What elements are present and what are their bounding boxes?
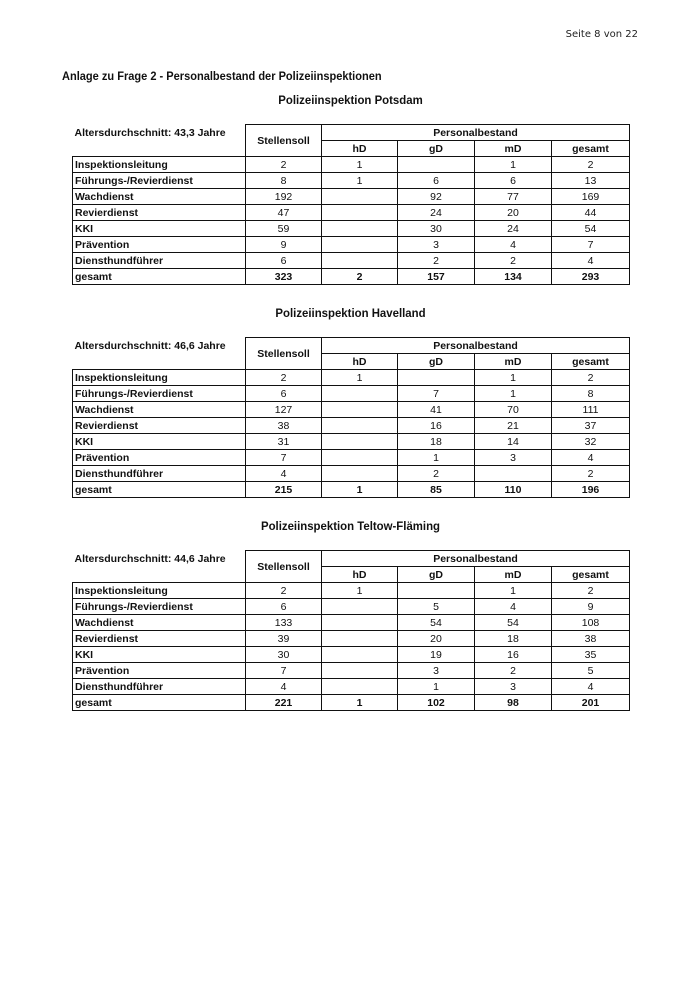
row-label: Diensthundführer — [73, 679, 246, 695]
header-gd: gD — [398, 354, 475, 370]
cell-hd — [322, 434, 398, 450]
cell-gesamt: 108 — [552, 615, 630, 631]
header-md: mD — [475, 354, 552, 370]
row-label: gesamt — [73, 695, 246, 711]
cell-gd — [398, 370, 475, 386]
cell-gesamt: 7 — [552, 237, 630, 253]
cell-gd: 3 — [398, 663, 475, 679]
cell-gesamt: 201 — [552, 695, 630, 711]
cell-gesamt: 2 — [552, 157, 630, 173]
cell-hd — [322, 402, 398, 418]
table-row — [73, 615, 630, 631]
cell-md: 70 — [475, 402, 552, 418]
row-label: Inspektionsleitung — [73, 157, 246, 173]
cell-hd — [322, 205, 398, 221]
cell-gd: 20 — [398, 631, 475, 647]
cell-gd: 19 — [398, 647, 475, 663]
cell-hd — [322, 599, 398, 615]
cell-gd — [398, 157, 475, 173]
header-stellensoll: Stellensoll — [246, 338, 322, 370]
cell-soll: 192 — [246, 189, 322, 205]
cell-md: 1 — [475, 583, 552, 599]
cell-soll: 7 — [246, 663, 322, 679]
cell-gesamt: 4 — [552, 253, 630, 269]
cell-gd: 3 — [398, 237, 475, 253]
cell-gd: 85 — [398, 482, 475, 498]
cell-gesamt: 37 — [552, 418, 630, 434]
table-row — [73, 402, 630, 418]
cell-md: 54 — [475, 615, 552, 631]
cell-hd — [322, 679, 398, 695]
cell-gesamt: 196 — [552, 482, 630, 498]
header-hd: hD — [322, 141, 398, 157]
average-age: Altersdurchschnitt: 46,6 Jahre — [74, 339, 226, 352]
header-hd: hD — [322, 354, 398, 370]
cell-gesamt: 4 — [552, 679, 630, 695]
cell-gd: 5 — [398, 599, 475, 615]
cell-soll: 8 — [246, 173, 322, 189]
cell-soll: 38 — [246, 418, 322, 434]
cell-md: 21 — [475, 418, 552, 434]
header-personalbestand: Personalbestand — [322, 125, 630, 141]
table-row — [73, 631, 630, 647]
cell-hd: 2 — [322, 269, 398, 285]
row-label: gesamt — [73, 269, 246, 285]
cell-md: 2 — [475, 663, 552, 679]
cell-soll: 6 — [246, 599, 322, 615]
row-label: Wachdienst — [73, 189, 246, 205]
header-stellensoll: Stellensoll — [246, 551, 322, 583]
header-gd: gD — [398, 567, 475, 583]
cell-gesamt: 38 — [552, 631, 630, 647]
section-title: Polizeiinspektion Potsdam — [278, 93, 423, 107]
cell-md: 24 — [475, 221, 552, 237]
row-label: Diensthundführer — [73, 253, 246, 269]
cell-gd: 6 — [398, 173, 475, 189]
table-row — [73, 157, 630, 173]
cell-gesamt: 54 — [552, 221, 630, 237]
cell-hd: 1 — [322, 370, 398, 386]
cell-gesamt: 111 — [552, 402, 630, 418]
header-gesamt: gesamt — [552, 567, 630, 583]
cell-gd: 1 — [398, 679, 475, 695]
header-stellensoll: Stellensoll — [246, 125, 322, 157]
row-label: Revierdienst — [73, 631, 246, 647]
cell-soll: 133 — [246, 615, 322, 631]
row-label: KKI — [73, 221, 246, 237]
cell-md: 4 — [475, 237, 552, 253]
table-row — [73, 466, 630, 482]
header-personalbestand: Personalbestand — [322, 551, 630, 567]
cell-md: 2 — [475, 253, 552, 269]
cell-gesamt: 35 — [552, 647, 630, 663]
table-row — [73, 205, 630, 221]
cell-md: 110 — [475, 482, 552, 498]
table-row — [73, 450, 630, 466]
cell-soll: 30 — [246, 647, 322, 663]
cell-gesamt: 9 — [552, 599, 630, 615]
header-md: mD — [475, 567, 552, 583]
cell-soll: 127 — [246, 402, 322, 418]
cell-hd — [322, 647, 398, 663]
cell-md: 14 — [475, 434, 552, 450]
personnel-table — [72, 550, 630, 711]
cell-soll: 39 — [246, 631, 322, 647]
table-row — [73, 370, 630, 386]
cell-soll: 6 — [246, 386, 322, 402]
average-age: Altersdurchschnitt: 43,3 Jahre — [74, 126, 226, 139]
cell-gesamt: 2 — [552, 370, 630, 386]
cell-gd: 30 — [398, 221, 475, 237]
cell-md: 20 — [475, 205, 552, 221]
cell-gd: 102 — [398, 695, 475, 711]
cell-hd: 1 — [322, 482, 398, 498]
cell-md: 4 — [475, 599, 552, 615]
cell-soll: 215 — [246, 482, 322, 498]
row-label: Führungs-/Revierdienst — [73, 173, 246, 189]
cell-soll: 7 — [246, 450, 322, 466]
cell-gesamt: 4 — [552, 450, 630, 466]
cell-hd — [322, 663, 398, 679]
cell-soll: 323 — [246, 269, 322, 285]
row-label: KKI — [73, 647, 246, 663]
cell-md: 16 — [475, 647, 552, 663]
cell-gd: 41 — [398, 402, 475, 418]
average-age: Altersdurchschnitt: 44,6 Jahre — [74, 552, 226, 565]
table-row — [73, 418, 630, 434]
cell-gd: 24 — [398, 205, 475, 221]
cell-gesamt: 44 — [552, 205, 630, 221]
header-gesamt: gesamt — [552, 354, 630, 370]
table-row — [73, 189, 630, 205]
row-label: KKI — [73, 434, 246, 450]
row-label: Inspektionsleitung — [73, 370, 246, 386]
table-row — [73, 237, 630, 253]
cell-soll: 2 — [246, 157, 322, 173]
table-row — [73, 583, 630, 599]
cell-gesamt: 13 — [552, 173, 630, 189]
cell-hd: 1 — [322, 695, 398, 711]
cell-hd — [322, 189, 398, 205]
cell-hd — [322, 221, 398, 237]
cell-gesamt: 8 — [552, 386, 630, 402]
cell-md: 1 — [475, 370, 552, 386]
cell-gd: 2 — [398, 253, 475, 269]
table-row — [73, 386, 630, 402]
table-row — [73, 434, 630, 450]
cell-md — [475, 466, 552, 482]
cell-md: 134 — [475, 269, 552, 285]
cell-md: 1 — [475, 157, 552, 173]
cell-gd: 18 — [398, 434, 475, 450]
personnel-table — [72, 124, 630, 285]
cell-gd: 54 — [398, 615, 475, 631]
header-md: mD — [475, 141, 552, 157]
table-row — [73, 663, 630, 679]
row-label: Revierdienst — [73, 418, 246, 434]
cell-soll: 59 — [246, 221, 322, 237]
cell-hd: 1 — [322, 173, 398, 189]
cell-hd — [322, 450, 398, 466]
cell-gesamt: 5 — [552, 663, 630, 679]
cell-gesamt: 32 — [552, 434, 630, 450]
cell-soll: 2 — [246, 583, 322, 599]
cell-hd — [322, 631, 398, 647]
row-label: Diensthundführer — [73, 466, 246, 482]
cell-soll: 47 — [246, 205, 322, 221]
cell-hd — [322, 418, 398, 434]
row-label: Prävention — [73, 663, 246, 679]
section-title: Polizeiinspektion Teltow-Fläming — [260, 519, 441, 533]
cell-gd — [398, 583, 475, 599]
cell-md: 3 — [475, 450, 552, 466]
row-label: gesamt — [73, 482, 246, 498]
cell-soll: 2 — [246, 370, 322, 386]
table-row — [73, 253, 630, 269]
cell-gd: 92 — [398, 189, 475, 205]
header-gesamt: gesamt — [552, 141, 630, 157]
total-row — [73, 269, 630, 285]
cell-hd — [322, 615, 398, 631]
cell-md: 3 — [475, 679, 552, 695]
header-gd: gD — [398, 141, 475, 157]
cell-md: 1 — [475, 386, 552, 402]
row-label: Inspektionsleitung — [73, 583, 246, 599]
cell-hd: 1 — [322, 157, 398, 173]
cell-gd: 1 — [398, 450, 475, 466]
cell-md: 6 — [475, 173, 552, 189]
document-heading: Anlage zu Frage 2 - Personalbestand der Polizeiinspektionen — [62, 69, 382, 83]
cell-gesamt: 2 — [552, 583, 630, 599]
cell-md: 77 — [475, 189, 552, 205]
table-row — [73, 647, 630, 663]
row-label: Wachdienst — [73, 615, 246, 631]
cell-soll: 31 — [246, 434, 322, 450]
personnel-table — [72, 337, 630, 498]
cell-hd — [322, 237, 398, 253]
cell-gd: 7 — [398, 386, 475, 402]
row-label: Führungs-/Revierdienst — [73, 599, 246, 615]
cell-gd: 2 — [398, 466, 475, 482]
row-label: Prävention — [73, 450, 246, 466]
cell-md: 98 — [475, 695, 552, 711]
cell-soll: 221 — [246, 695, 322, 711]
cell-gesamt: 169 — [552, 189, 630, 205]
row-label: Revierdienst — [73, 205, 246, 221]
cell-soll: 6 — [246, 253, 322, 269]
total-row — [73, 695, 630, 711]
cell-gd: 16 — [398, 418, 475, 434]
page-number: Seite 8 von 22 — [565, 29, 638, 40]
header-personalbestand: Personalbestand — [322, 338, 630, 354]
header-hd: hD — [322, 567, 398, 583]
cell-soll: 4 — [246, 466, 322, 482]
table-row — [73, 221, 630, 237]
row-label: Führungs-/Revierdienst — [73, 386, 246, 402]
cell-md: 18 — [475, 631, 552, 647]
cell-hd — [322, 386, 398, 402]
cell-soll: 4 — [246, 679, 322, 695]
table-row — [73, 679, 630, 695]
cell-hd: 1 — [322, 583, 398, 599]
cell-gd: 157 — [398, 269, 475, 285]
table-row — [73, 173, 630, 189]
row-label: Wachdienst — [73, 402, 246, 418]
row-label: Prävention — [73, 237, 246, 253]
cell-gesamt: 2 — [552, 466, 630, 482]
cell-hd — [322, 466, 398, 482]
cell-soll: 9 — [246, 237, 322, 253]
table-row — [73, 599, 630, 615]
total-row — [73, 482, 630, 498]
section-title: Polizeiinspektion Havelland — [275, 306, 426, 320]
cell-hd — [322, 253, 398, 269]
cell-gesamt: 293 — [552, 269, 630, 285]
